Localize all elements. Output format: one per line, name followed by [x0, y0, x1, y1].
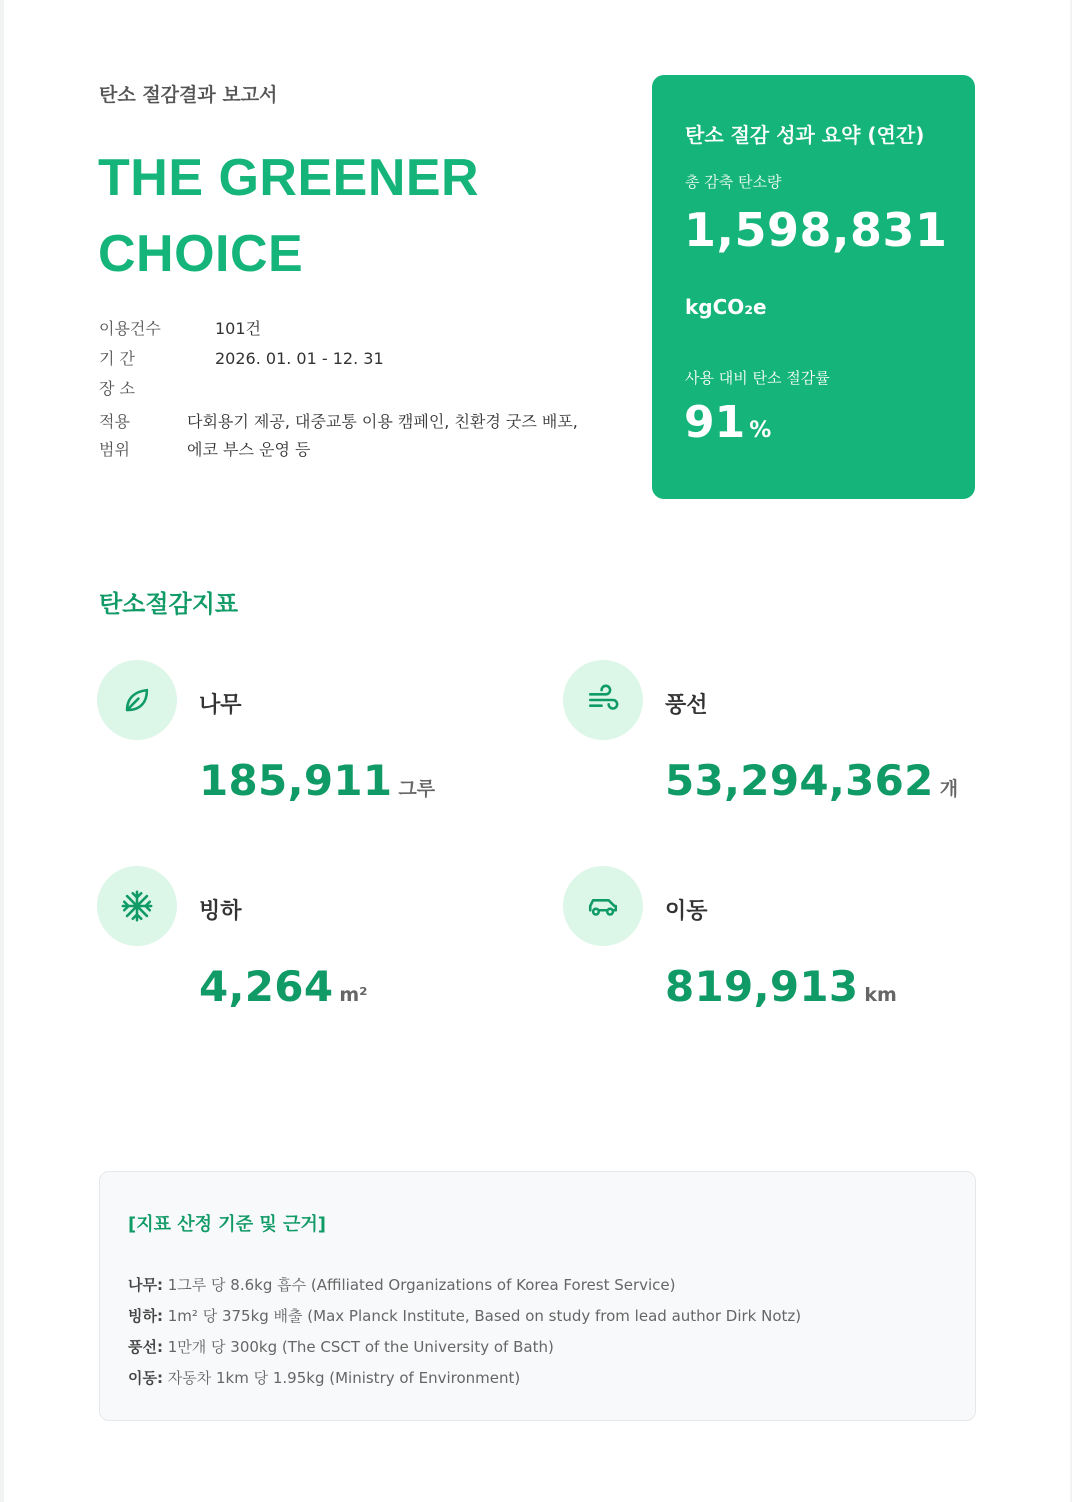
indicator-value-group — [665, 962, 897, 1011]
indicator-value-group — [199, 962, 367, 1011]
indicator-unit: km — [864, 984, 897, 1006]
basis-text: 1만개 당 300kg (The CSCT of the University of Bath) — [162, 1338, 554, 1356]
leaf-icon — [97, 660, 177, 740]
basis-label: 나무: — [128, 1276, 163, 1294]
info-key: 이용건수 — [99, 319, 161, 338]
indicator-balloon — [563, 660, 963, 820]
reduction-rate-label: 사용 대비 탄소 절감률 — [685, 369, 830, 387]
info-value: 101건 — [215, 319, 261, 338]
info-key: 장 소 — [99, 379, 135, 398]
info-row-scope — [99, 408, 599, 464]
indicator-name: 풍선 — [665, 693, 708, 718]
basis-label: 풍선: — [128, 1338, 163, 1356]
reduction-rate-value: 91 — [684, 397, 746, 448]
info-table — [99, 314, 599, 464]
car-icon — [563, 866, 643, 946]
report-page — [4, 0, 1070, 1502]
wind-icon — [563, 660, 643, 740]
indicator-unit: 개 — [939, 778, 959, 800]
title-line-2: CHOICE — [98, 225, 304, 283]
basis-title: [지표 산정 기준 및 근거] — [128, 1214, 327, 1235]
total-reduction-value: 1,598,831 — [684, 203, 948, 257]
basis-line-balloon — [128, 1332, 801, 1363]
total-reduction-label: 총 감축 탄소량 — [685, 173, 782, 191]
indicator-name: 나무 — [199, 693, 242, 718]
basis-text: 1m² 당 375kg 배출 (Max Planck Institute, Based on study from lead author Dirk Notz) — [162, 1307, 802, 1325]
indicator-unit: 그루 — [398, 778, 436, 800]
info-value: 2026. 01. 01 - 12. 31 — [215, 349, 384, 368]
page-title — [98, 140, 618, 292]
summary-card — [652, 75, 975, 499]
indicator-name: 이동 — [665, 899, 708, 924]
basis-box — [99, 1171, 976, 1421]
indicator-name: 빙하 — [199, 899, 242, 924]
indicator-glacier — [97, 866, 497, 1026]
info-value: 다회용기 제공, 대중교통 이용 캠페인, 친환경 굿즈 배포, 에코 부스 운영 등 — [187, 412, 578, 459]
info-row-period — [99, 344, 599, 374]
reduction-rate-unit: % — [749, 418, 772, 443]
title-line-1: THE GREENER — [98, 149, 480, 207]
info-row-location — [99, 374, 599, 404]
indicator-value-group — [199, 756, 435, 805]
indicator-unit: m² — [339, 984, 368, 1006]
indicators-title: 탄소절감지표 — [99, 590, 239, 618]
basis-line-tree — [128, 1270, 801, 1301]
indicator-value: 819,913 — [665, 962, 859, 1011]
info-key: 적용 범위 — [99, 412, 130, 459]
indicator-value: 4,264 — [199, 962, 334, 1011]
basis-label: 빙하: — [128, 1307, 163, 1325]
indicator-travel — [563, 866, 963, 1026]
summary-title: 탄소 절감 성과 요약 (연간) — [685, 123, 925, 147]
basis-list — [128, 1270, 801, 1394]
total-reduction-unit: kgCO₂e — [685, 295, 767, 319]
info-row-usage — [99, 314, 599, 344]
indicator-value: 53,294,362 — [665, 756, 934, 805]
basis-line-glacier — [128, 1301, 801, 1332]
indicator-tree — [97, 660, 497, 820]
document-label: 탄소 절감결과 보고서 — [99, 84, 278, 106]
basis-label: 이동: — [128, 1369, 163, 1387]
reduction-rate — [684, 397, 771, 448]
snowflake-icon — [97, 866, 177, 946]
indicator-value-group — [665, 756, 958, 805]
basis-text: 자동차 1km 당 1.95kg (Ministry of Environment) — [162, 1369, 521, 1387]
basis-line-travel — [128, 1363, 801, 1394]
indicator-value: 185,911 — [199, 756, 393, 805]
info-key: 기 간 — [99, 349, 135, 368]
basis-text: 1그루 당 8.6kg 흡수 (Affiliated Organizations of Korea Forest Service) — [162, 1276, 676, 1294]
